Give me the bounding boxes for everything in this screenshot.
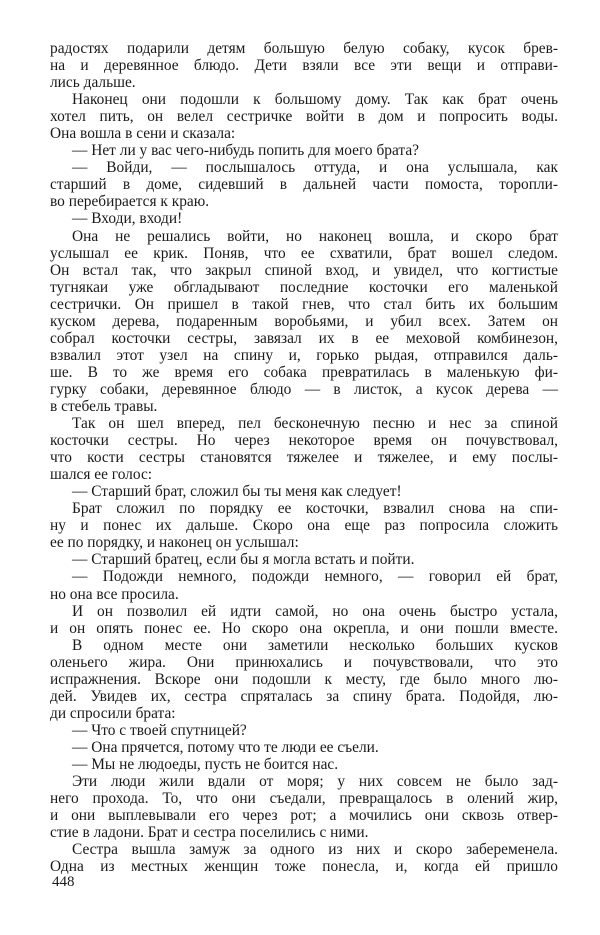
text-line: куском дерева, подаренным воробьями, и убил всех. Затем он bbox=[50, 312, 558, 330]
text-line: — Входи, входи! bbox=[72, 210, 183, 228]
text-line: дей. Увидев их, сестра спряталась за спину брата. Подойдя, лю- bbox=[50, 687, 558, 705]
text-line: Она не решались войти, но наконец вошла, и скоро брат bbox=[72, 227, 558, 245]
text-line: лись дальше. bbox=[50, 74, 136, 92]
text-line: — Войди, — послышалось оттуда, и она услышала, как bbox=[72, 159, 558, 177]
text-line: — Нет ли у вас чего-нибудь попить для моего брата? bbox=[72, 142, 419, 160]
text-line: — Мы не людоеды, пусть не боится нас. bbox=[72, 755, 339, 773]
text-line: В одном месте они заметили несколько больших кусков bbox=[72, 636, 558, 654]
text-line: Одна из местных женщин тоже понесла, и, когда ей пришло bbox=[50, 858, 558, 876]
text-line: ну и понес их дальше. Скоро она еще раз попросила сложить bbox=[50, 517, 558, 535]
text-line: Сестра вышла замуж за одного из них и скоро забеременела. bbox=[72, 841, 558, 859]
text-line: ше. В то же время его собака превратилась в маленькую фи- bbox=[50, 363, 558, 381]
text-line: — Что с твоей спутницей? bbox=[72, 721, 247, 739]
text-line: косточки сестры. Но через некоторое время он почувствовал, bbox=[50, 432, 558, 450]
text-line: Он встал так, что закрыл спиной вход, и увидел, что когтистые bbox=[50, 261, 558, 279]
text-line: тугнякаи уже обгладывают последние косточки его маленькой bbox=[50, 278, 558, 296]
text-line: собрал косточки сестры, завязал их в ее меховой комбинезон, bbox=[50, 329, 558, 347]
text-line: гурку собаки, деревянное блюдо — в листок, а кусок дерева — bbox=[50, 380, 558, 398]
text-line: хотел пить, он велел сестричке войти в дом и попросить воды. bbox=[50, 108, 558, 126]
text-line: испражнения. Вскоре они подошли к месту, где было много лю- bbox=[50, 670, 558, 688]
text-line: И он позволил ей идти самой, но она очень быстро устала, bbox=[72, 602, 558, 620]
text-line: ди спросили брата: bbox=[50, 704, 176, 722]
text-line: и они выплевывали его через рот; а мочились они сквозь отвер- bbox=[50, 807, 558, 825]
text-line: на и деревянное блюдо. Дети взяли все эти вещи и отправи- bbox=[50, 57, 558, 75]
text-line: Эти люди жили вдали от моря; у них совсем не было зад- bbox=[72, 773, 558, 791]
text-line: ее по порядку, и наконец он услышал: bbox=[50, 534, 299, 552]
text-line: взвалил этот узел на спину и, горько рыдая, отправился даль- bbox=[50, 346, 558, 364]
text-line: сестрички. Он пришел в такой гнев, что стал бить их большим bbox=[50, 295, 558, 313]
text-line: шался ее голос: bbox=[50, 466, 153, 484]
text-line: — Старший брат, сложил бы ты меня как следует! bbox=[72, 483, 402, 501]
page-body bbox=[50, 40, 558, 875]
text-line: оленьего жира. Они принюхались и почувствовали, что это bbox=[50, 653, 558, 671]
text-line: Наконец они подошли к большому дому. Так как брат очень bbox=[72, 91, 558, 109]
text-line: что кости сестры становятся тяжелее и тяжелее, и ему послы- bbox=[50, 449, 558, 467]
text-line: — Старший братец, если бы я могла встать и пойти. bbox=[72, 551, 415, 569]
text-line: в стебель травы. bbox=[50, 397, 158, 415]
text-line: старший в доме, сидевший в дальней части помоста, торопли- bbox=[50, 176, 558, 194]
text-line: стие в ладони. Брат и сестра поселились с ними. bbox=[50, 824, 369, 842]
text-line: но она все просила. bbox=[50, 585, 179, 603]
page-number: 448 bbox=[52, 874, 75, 890]
text-line: радостях подарили детям большую белую собаку, кусок брев- bbox=[50, 40, 558, 57]
text-line: Так он шел вперед, пел бесконечную песню и нес за спиной bbox=[72, 415, 558, 433]
text-line: Брат сложил по порядку ее косточки, взвалил снова на спи- bbox=[72, 500, 558, 518]
text-line: Она вошла в сени и сказала: bbox=[50, 125, 236, 143]
text-line: него прохода. То, что они съедали, превращалось в олений жир, bbox=[50, 790, 558, 808]
text-line: — Она прячется, потому что те люди ее съели. bbox=[72, 738, 379, 756]
text-line: — Подожди немного, подожди немного, — говорил ей брат, bbox=[72, 568, 558, 586]
text-line: услышал ее крик. Поняв, что ее схватили, брат вошел следом. bbox=[50, 244, 558, 262]
text-line: во перебирается к краю. bbox=[50, 193, 210, 211]
text-line: и он опять понес ее. Но скоро она окрепла, и они пошли вместе. bbox=[50, 619, 558, 637]
